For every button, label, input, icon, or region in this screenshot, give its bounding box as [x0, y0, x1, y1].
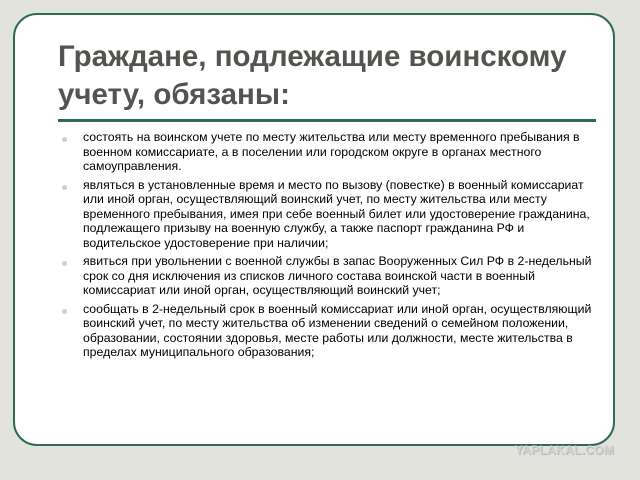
list-item	[60, 178, 592, 251]
bullet-text: сообщать в 2-недельный срок в военный комиссариат или иной орган, осуществляющий воинский учет, по месту жительства об изменении сведений о семейном положении, образовании, состоянии здоровья, месте работы или должности, месте жительства в пределах муниципального образования;	[83, 301, 592, 359]
bullet-icon	[62, 309, 67, 314]
watermark-text: YAPLAKAL.COM	[514, 443, 614, 457]
bullet-text: явиться при увольнении с военной службы в запас Вооруженных Сил РФ в 2-недельный срок со дня исключения из списков личного состава воинской части в военный комиссариат или иной орган, осуществляющий воинский учет;	[83, 254, 592, 297]
slide-title: Граждане, подлежащие воинскому учету, обязаны:	[58, 40, 567, 111]
bullet-icon	[62, 137, 67, 142]
list-item	[60, 254, 592, 298]
bullet-icon	[62, 185, 67, 190]
bullet-text: являться в установленные время и место по вызову (повестке) в военный комиссариат или иной орган, осуществляющий воинский учет, по месту жительства или месту временного пребывания, имея при себе военный билет или удостоверение гражданина, подлежащего призыву на военную службу, а также паспорт гражданина РФ и водительское удостоверение при наличии;	[83, 177, 590, 250]
bullet-icon	[62, 261, 67, 266]
bullet-list	[60, 130, 592, 364]
list-item	[60, 130, 592, 174]
title-underline	[58, 119, 596, 122]
list-item	[60, 302, 592, 360]
bullet-text: состоять на воинском учете по месту жительства или месту временного пребывания в военном комиссариате, а в поселении или городском округе в органах местного самоуправления.	[83, 130, 580, 173]
